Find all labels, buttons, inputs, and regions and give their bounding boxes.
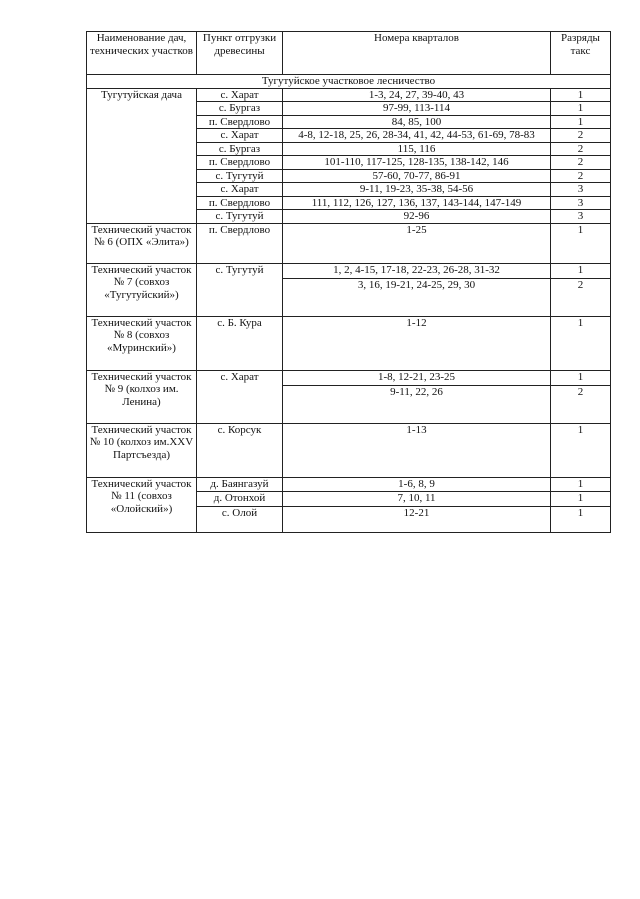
- tax-rank: 2: [551, 129, 611, 143]
- quarter-numbers: 1-12: [283, 316, 551, 370]
- tax-rank: 1: [551, 115, 611, 129]
- quarter-numbers: 9-11, 22, 26: [283, 385, 551, 423]
- shipping-point: с. Тугутуй: [197, 169, 283, 183]
- table-row: [87, 223, 611, 263]
- quarter-numbers: 115, 116: [283, 142, 551, 156]
- quarter-numbers: 4-8, 12-18, 25, 26, 28-34, 41, 42, 44-53, 61-69, 78-83: [283, 129, 551, 143]
- shipping-point: с. Б. Кура: [197, 316, 283, 370]
- group-name: Технический участок № 8 (совхоз «Муринский»): [87, 316, 197, 370]
- shipping-point: с. Бургаз: [197, 142, 283, 156]
- group-name: Технический участок № 10 (колхоз им.XXV Партсъезда): [87, 423, 197, 477]
- quarter-numbers: 1, 2, 4-15, 17-18, 22-23, 26-28, 31-32: [283, 263, 551, 278]
- quarter-numbers: 92-96: [283, 210, 551, 224]
- tax-rank-table: [86, 31, 611, 533]
- group-name: Технический участок № 6 (ОПХ «Элита»): [87, 223, 197, 263]
- quarter-numbers: 111, 112, 126, 127, 136, 137, 143-144, 147-149: [283, 196, 551, 210]
- header-name: Наименование дач, технических участков: [87, 32, 197, 75]
- quarter-numbers: 1-6, 8, 9: [283, 477, 551, 492]
- header-quarter-numbers: Номера кварталов: [283, 32, 551, 75]
- shipping-point: п. Свердлово: [197, 156, 283, 170]
- quarter-numbers: 97-99, 113-114: [283, 102, 551, 116]
- group-name: Технический участок № 11 (совхоз «Олойский»): [87, 477, 197, 532]
- shipping-point: с. Бургаз: [197, 102, 283, 116]
- tax-rank: 1: [551, 423, 611, 477]
- tax-rank: 3: [551, 196, 611, 210]
- quarter-numbers: 1-13: [283, 423, 551, 477]
- tax-rank: 2: [551, 142, 611, 156]
- tax-rank: 1: [551, 492, 611, 507]
- tax-rank: 1: [551, 370, 611, 385]
- shipping-point: с. Харат: [197, 370, 283, 423]
- section-title: Тугутуйское участковое лесничество: [87, 75, 611, 89]
- tax-rank: 2: [551, 385, 611, 423]
- header-tax-rank: Разряды такс: [551, 32, 611, 75]
- tax-rank: 1: [551, 316, 611, 370]
- tax-rank: 3: [551, 210, 611, 224]
- shipping-point: с. Харат: [197, 183, 283, 197]
- shipping-point: д. Отонхой: [197, 492, 283, 507]
- quarter-numbers: 1-25: [283, 223, 551, 263]
- quarter-numbers: 101-110, 117-125, 128-135, 138-142, 146: [283, 156, 551, 170]
- quarter-numbers: 1-3, 24, 27, 39-40, 43: [283, 88, 551, 102]
- table-row: [87, 88, 611, 102]
- tax-rank: 2: [551, 169, 611, 183]
- tax-rank: 1: [551, 263, 611, 278]
- table-row: [87, 263, 611, 278]
- group-name: Тугутуйская дача: [87, 88, 197, 223]
- quarter-numbers: 3, 16, 19-21, 24-25, 29, 30: [283, 278, 551, 316]
- shipping-point: п. Свердлово: [197, 115, 283, 129]
- quarter-numbers: 9-11, 19-23, 35-38, 54-56: [283, 183, 551, 197]
- table-row: [87, 477, 611, 492]
- quarter-numbers: 1-8, 12-21, 23-25: [283, 370, 551, 385]
- tax-rank: 2: [551, 156, 611, 170]
- tax-rank: 1: [551, 506, 611, 532]
- tax-rank: 3: [551, 183, 611, 197]
- shipping-point: с. Олой: [197, 506, 283, 532]
- quarter-numbers: 12-21: [283, 506, 551, 532]
- tax-rank: 2: [551, 278, 611, 316]
- header-shipping-point: Пункт отгрузки древесины: [197, 32, 283, 75]
- table-row: [87, 423, 611, 477]
- table-row: [87, 370, 611, 385]
- shipping-point: п. Свердлово: [197, 196, 283, 210]
- shipping-point: с. Корсук: [197, 423, 283, 477]
- table-row: [87, 316, 611, 370]
- section-row: [87, 75, 611, 89]
- shipping-point: с. Харат: [197, 88, 283, 102]
- tax-rank: 1: [551, 477, 611, 492]
- shipping-point: с. Харат: [197, 129, 283, 143]
- group-name: Технический участок № 7 (совхоз «Тугутуйский»): [87, 263, 197, 316]
- quarter-numbers: 57-60, 70-77, 86-91: [283, 169, 551, 183]
- quarter-numbers: 84, 85, 100: [283, 115, 551, 129]
- shipping-point: д. Баянгазуй: [197, 477, 283, 492]
- table-header-row: [87, 32, 611, 75]
- shipping-point: с. Тугутуй: [197, 263, 283, 316]
- tax-rank: 1: [551, 223, 611, 263]
- shipping-point: с. Тугутуй: [197, 210, 283, 224]
- shipping-point: п. Свердлово: [197, 223, 283, 263]
- tax-rank: 1: [551, 88, 611, 102]
- quarter-numbers: 7, 10, 11: [283, 492, 551, 507]
- tax-rank: 1: [551, 102, 611, 116]
- group-name: Технический участок № 9 (колхоз им. Ленина): [87, 370, 197, 423]
